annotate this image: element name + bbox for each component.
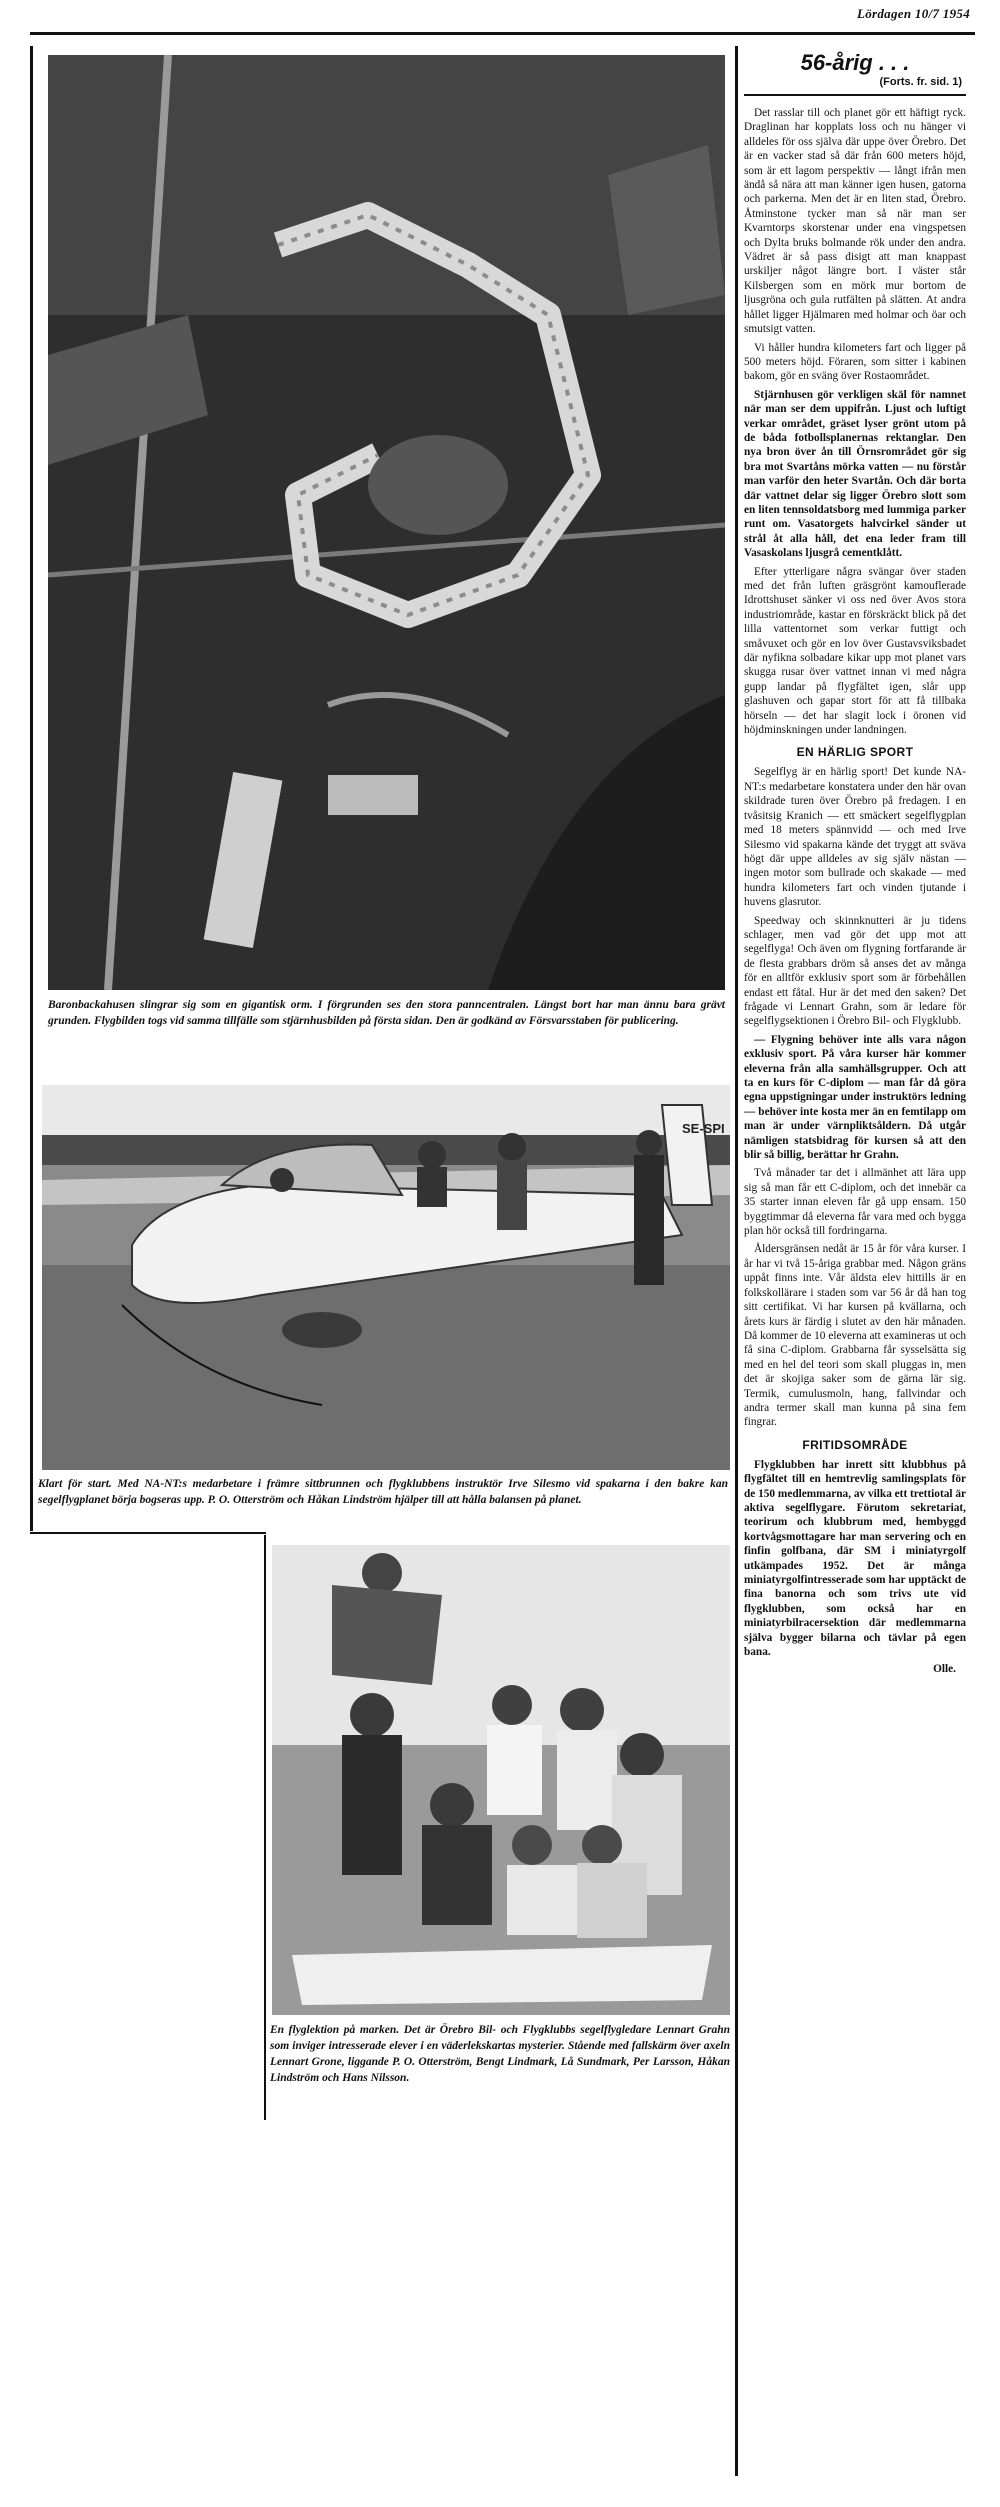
article-header (744, 50, 966, 96)
aerial-photo-caption: Baronbackahusen slingrar sig som en gigantisk orm. I förgrunden ses den stora panncentralen. Längst bort har man ännu bara grävt grunden. Flygbilden togs vid samma tillfälle som stjärnhusbilden på första sidan. Den är godkänd av Försvarsstaben för publicering. (48, 999, 725, 1027)
article-paragraph: Segelflyg är en härlig sport! Det kunde NA-NT:s medarbetare konstatera under den här ovan skildrade turen över Örebro på fredagen. I en tvåsitsig Kranich — ett smäckert segelflygplan med 18 meters spännvidd — och med Irve Silesmo vid spakarna kände det tryggt att sväva högt där uppe alldeles av sig själv nästan — ingen motor som bullrade och skakade — med hundra kilometers fart och vinden tjutande i huvens glasrutor. (744, 766, 966, 909)
article-body (744, 106, 966, 1675)
article-paragraph: Vi håller hundra kilometers fart och ligger på 500 meters höjd. Föraren, som sitter i kabinen bakom, gör en sväng över Rostaområdet. (744, 341, 966, 383)
article-signature: Olle. (933, 1663, 956, 1676)
article-paragraph: Efter ytterligare några svängar över staden med det från luften gräsgrönt kamouflerade Idrottshuset sänker vi oss ned över Avos stora industriområde, kastar en förskräckt blick på det lilla vattentornet som verkar futtigt och småvuxet och gör en lov över Gustavsviksbadet där nyfikna solbadare kikar upp mot planet vars skugga rusar över vattnet innan vi med några gupp landar på flygfältet igen, slår upp glashuven och gapar stort för att få tillbaka hörseln — det har slagit lock i öronen vid höjdminskningen under landningen. (744, 565, 966, 737)
glider-registration: SE-SPI (682, 1121, 725, 1136)
article-paragraph: Det rasslar till och planet gör ett häftigt ryck. Draglinan har kopplats loss och nu hänger vi alldeles för oss själva där uppe över Örebro. Det är en vacker stad så där från 600 meters höjd, som är ett lagom perspektiv — långt ifrån men ändå så nära att man känner igen husen, gatorna och parkerna. Men det är en liten stad, Örebro. Åtminstone tycker man så när man ser Kvarntorps skorstenar under ena vingspetsen och Dylta bruks bolmande rök under den andra. Vädret är så pass disigt att man knappast urskiljer något längre bort. I väster står Kilsbergen som en mörk mur bortom de ljusgröna och gula rutfälten på slätten. At andra hållet ligger Hjälmaren med holmar och öar och smutsigt vatten. (744, 107, 966, 336)
article (744, 50, 966, 1675)
article-continued: (Forts. fr. sid. 1) (879, 76, 962, 88)
subheading-fritidsomrade: FRITIDSOMRÅDE (802, 1437, 908, 1452)
left-rule (30, 46, 33, 1531)
subheading-sport: EN HÄRLIG SPORT (796, 745, 914, 760)
group-photo-image (272, 1545, 730, 2015)
top-rule (30, 32, 975, 35)
group-photo (272, 1545, 730, 2015)
group-box-rule-top (30, 1532, 266, 1534)
glider-photo-image (42, 1085, 730, 1470)
article-paragraph: Två månader tar det i allmänhet att lära upp sig så man får ett C-diplom, och det innebär ca 35 starter innan eleven får gå upp ensam. 150 byggtimmar då eleverna får vara med och bygga plan hör också till fordringarna. (744, 1167, 966, 1238)
article-paragraph: — Flygning behöver inte alls vara någon exklusiv sport. På våra kurser här kommer eleverna från alla samhällsgrupper. Och att ta en kurs för C-diplom — man får då göra egna uppstigningar under instruktörs ledning — behöver inte kosta mer än en femtilapp om man är under värnpliktsåldern. Då utgår nämligen statsbidrag för kursen så att den blir så billig, berättar hr Grahn. (744, 1033, 966, 1162)
glider-photo-caption: Klart för start. Med NA-NT:s medarbetare i främre sittbrunnen och flygklubbens instruktör Irve Silesmo vid spakarna i den bakre kan segelflygplanet börja bogseras upp. P. O. Otterström och Håkan Lindström hjälper till att hålla balansen på planet. (38, 1478, 728, 1506)
article-title: 56-årig . . . (800, 50, 910, 75)
aerial-photo (48, 55, 725, 990)
group-box-rule-left (264, 1535, 266, 2120)
column-rule (735, 46, 738, 2476)
glider-photo (42, 1085, 730, 1470)
article-paragraph: Flygklubben har inrett sitt klubbhus på flygfältet till en hemtrevlig samlingsplats för de 150 medlemmarna, av vilka ett trettiotal är aktiva segelflygare. Förutom sekretariat, teorirum och klubbrum med, hembyggd kortvågsmottagare har man servering och en finfin golfbana, där SM i miniatyrgolf utkämpades 1952. Det är många miniatyrgolfintresserade som har upptäckt de fina banorna och som trivs ute vid flygklubben, som också har en miniatyrbilracersektion där medlemmarna själva bygger bilarna och tävlar på egen bana. (744, 1458, 966, 1659)
aerial-photo-image (48, 55, 725, 990)
article-paragraph: Speedway och skinnknutteri är ju tidens schlager, men vad gör det upp mot att segelflyga! Och även om flygning fortfarande är de flesta grabbars dröm så anses det av många för en alltför exklusiv sport som är förbehållen endast ett fåtal. Hur är det med den saken? Det frågade vi Lennart Grahn, som är ledare för segelflygsektionen i Örebro Bil- och Flygklubb. (744, 914, 966, 1028)
article-bold-paragraph: Stjärnhusen gör verkligen skäl för namnet när man ser dem uppifrån. Ljust och luftigt verkar området, gräset lyser grönt utom på de båda fotbollsplanernas rektanglar. Den nya bron över ån till Örnsrområdet gör sig bra mot Svartåns mörka vatten — nu förstår man varför den heter Svartån. Och där borta där vattnet delar sig ligger Örebro slott som en liten tennsoldatsborg med lummiga parker runt om. Vasatorgets halvcirkel sänder ut strål åt alla håll, det ena leder fram till Vasaskolans ljusgrå cementklått. (744, 388, 966, 560)
article-paragraph: Åldersgränsen nedåt är 15 år för våra kurser. I år har vi två 15-åriga grabbar med. Någon gräns uppåt finns inte. Vår äldsta elev hittills är en folkskollärare i staden som var 56 år då han tog sitt certifikat. Vi har kursen på kvällarna, och årets kurs är färdig i slutet av den här månaden. Då kommer de 10 eleverna att examineras ut och få sina C-diplom. Grabbarna får sysselsätta sig med en hel del teori som skall pluggas in, men det är skojiga saker som de gärna lär sig. Termik, cumulusmoln, hang, fallvindar och andra termer skall man kunna på sina fem fingrar. (744, 1243, 966, 1429)
dateline: Lördagen 10/7 1954 (856, 6, 970, 21)
group-photo-caption: En flyglektion på marken. Det är Örebro Bil- och Flygklubbs segelflygledare Lennart Grahn som inviger intresserade elever i en väderlekskartas mysterier. Stående med fallskärm över axeln Lennart Grone, liggande P. O. Otterström, Bengt Lindmark, Lå Sundmark, Per Larsson, Håkan Lindström och Hans Nilsson. (270, 2024, 730, 2084)
